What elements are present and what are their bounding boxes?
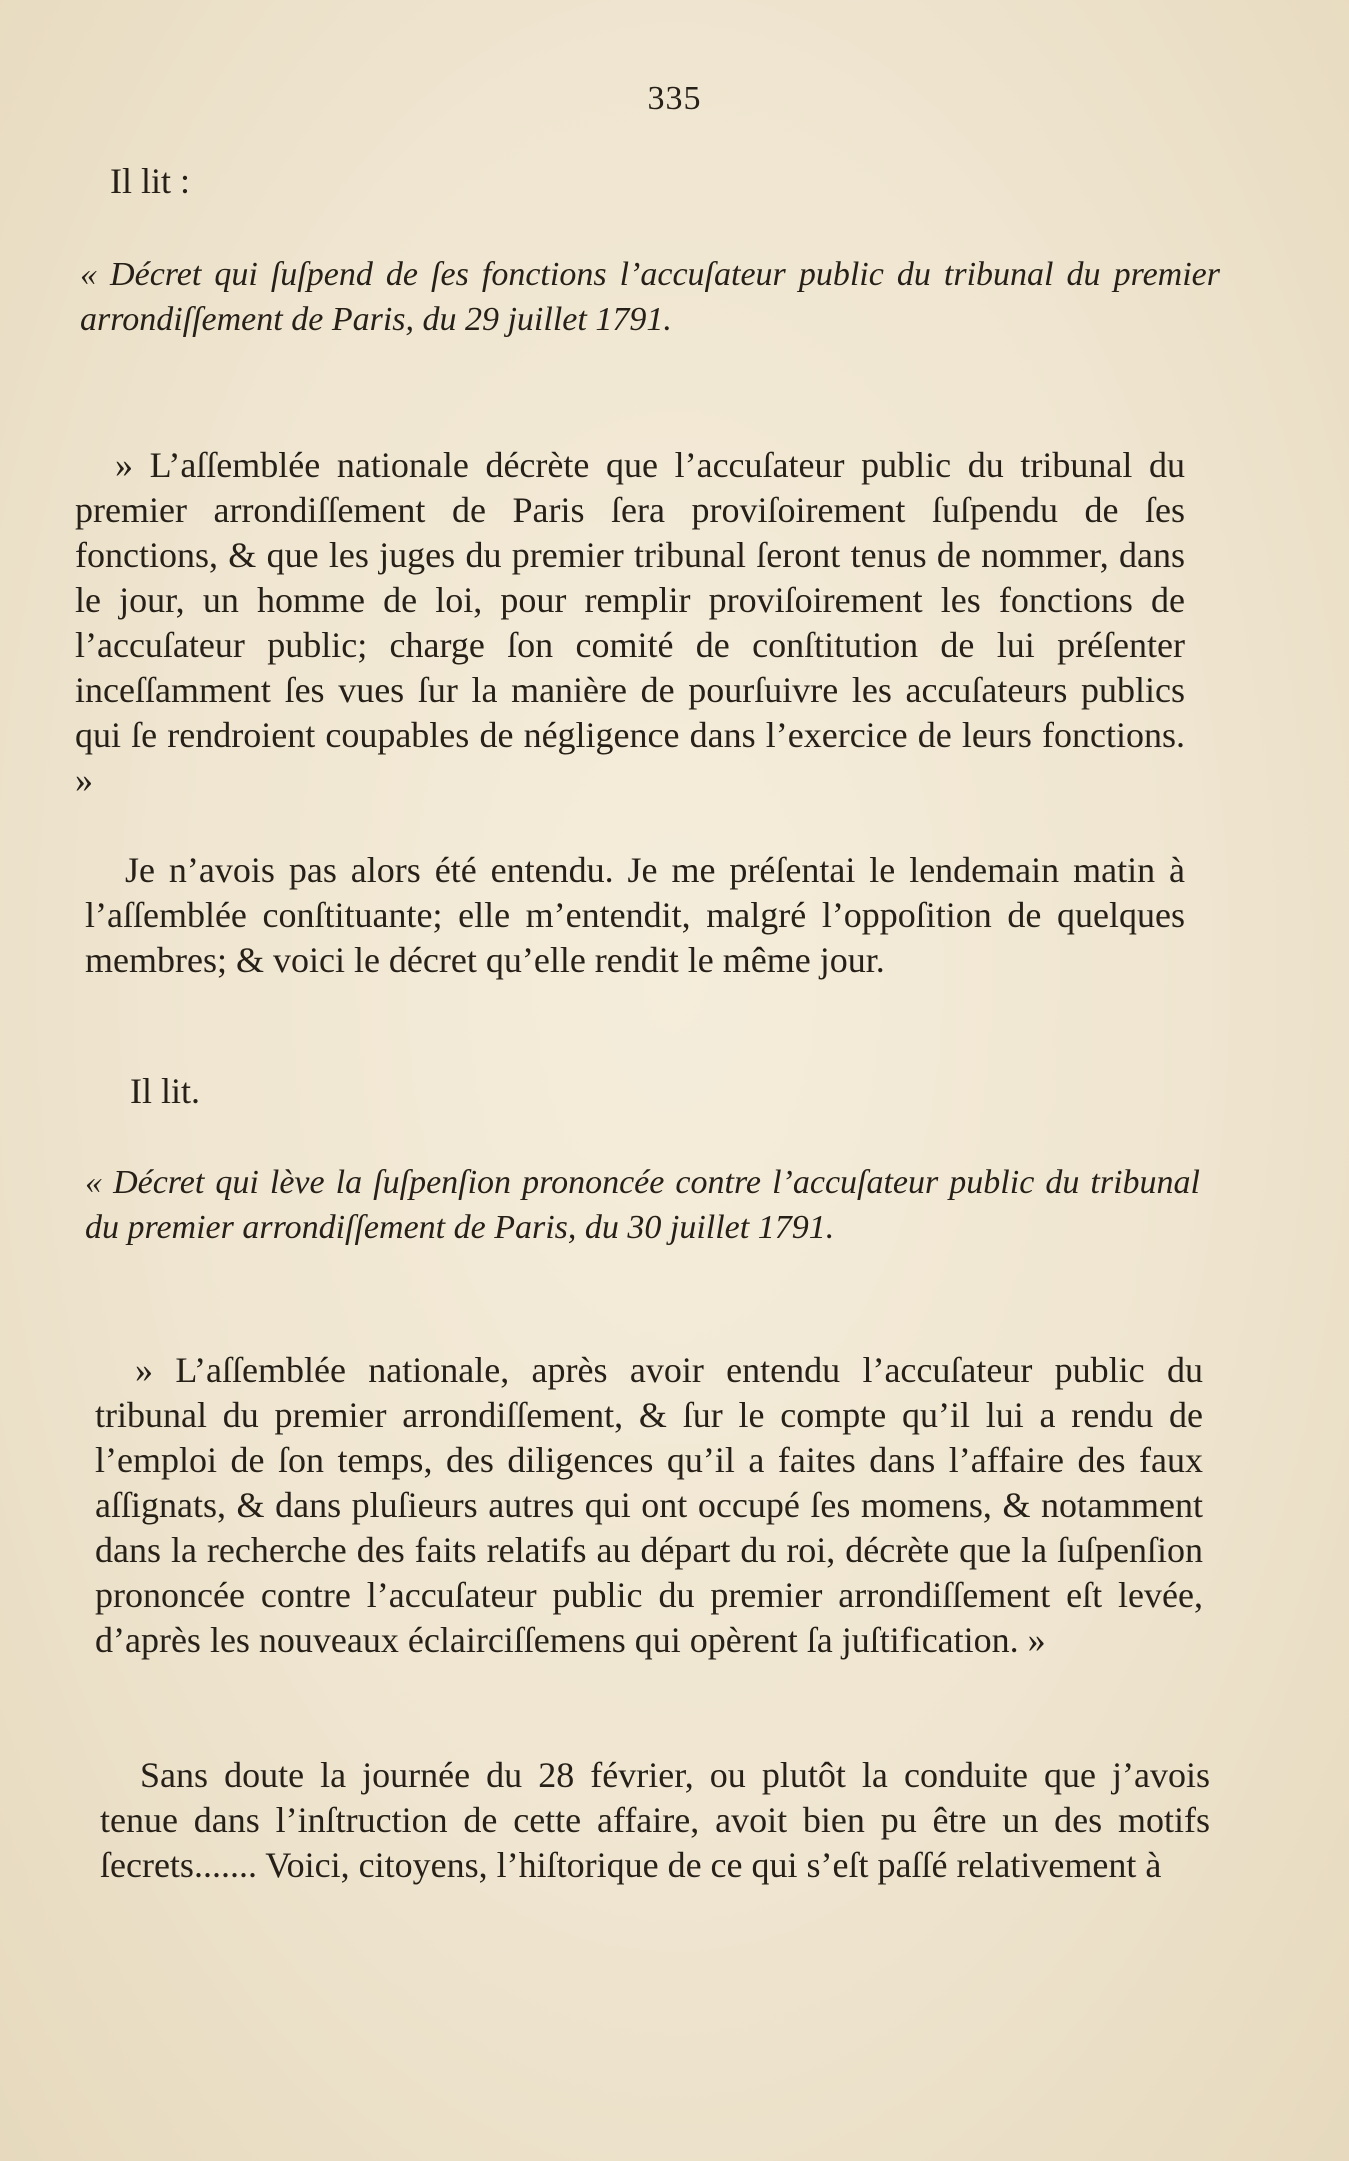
paragraph-narrative-1: Je n’avois pas alors été entendu. Je me préſentai le lendemain matin à l’aſſemblée conſtituante; elle m’entendit, malgré l’oppoſition de quelques membres; & voici le décret qu’elle rendit le même jour.	[85, 850, 1185, 980]
paragraph-decree-lift-text: » L’aſſemblée nationale, après avoir entendu l’accuſateur public du tribunal du premier arrondiſſement, & ſur le compte qu’il lui a rendu de l’emploi de ſon temps, des diligences qu’il a faites dans l’affaire des faux aſſignats, & dans pluſieurs autres qui ont occupé ſes momens, & notamment dans la recherche des faits relatifs au départ du roi, décrète que la ſuſpenſion prononcée contre l’accuſateur public du premier arrondiſſement eſt levée, d’après les nouveaux éclairciſſemens qui opèrent ſa juſtification. »	[95, 1350, 1203, 1660]
paragraph-decree-suspension-text: » L’aſſemblée nationale décrète que l’accuſateur public du tribunal du premier arrondiſſement de Paris ſera proviſoirement ſuſpendu de ſes fonctions, & que les juges du premier tribunal ſeront tenus de nommer, dans le jour, un homme de loi, pour remplir proviſoirement les fonctions de l’accuſateur public; charge ſon comité de conſtitution de lui préſenter inceſſamment ſes vues ſur la manière de pourſuivre les accuſateurs publics qui ſe rendroient coupables de négligence dans l’exercice de leurs fonctions. »	[75, 445, 1185, 800]
decree-lift-suspension-title: « Décret qui lève la ſuſpenſion prononcée contre l’accuſateur public du tribunal du premier arrondiſſement de Paris, du 30 juillet 1791.	[85, 1164, 1200, 1246]
heading-il-lit-1: Il lit :	[110, 161, 190, 201]
decree-suspension-title: « Décret qui ſuſpend de ſes fonctions l’accuſateur public du tribunal du premier arrondiſſement de Paris, du 29 juillet 1791.	[80, 256, 1220, 338]
page-number: 335	[647, 80, 702, 117]
heading-il-lit-2: Il lit.	[130, 1071, 200, 1111]
paragraph-narrative-2: Sans doute la journée du 28 février, ou plutôt la conduite que j’avois tenue dans l’inſtruction de cette affaire, avoit bien pu être un des motifs ſecrets....... Voici, citoyens, l’hiſtorique de ce qui s’eſt paſſé relativement à	[100, 1755, 1210, 1885]
